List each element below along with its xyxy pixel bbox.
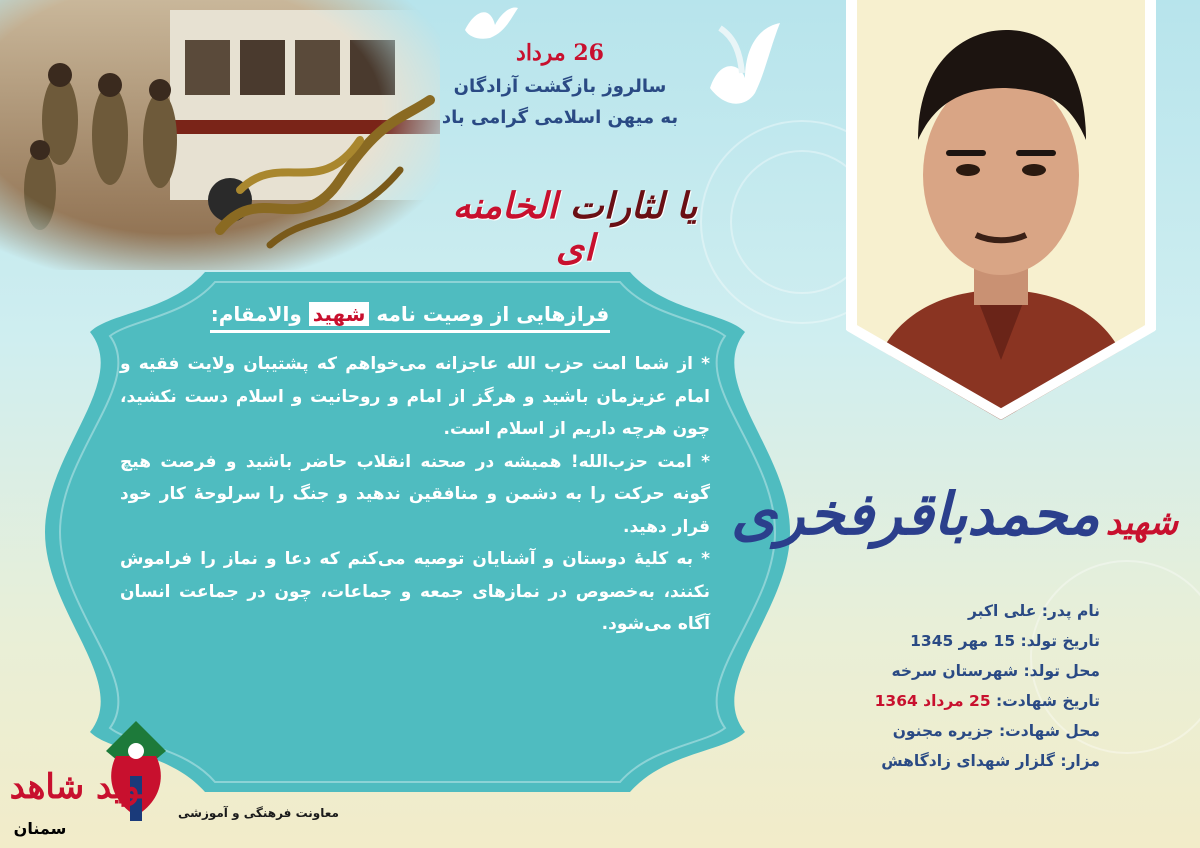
info-row-birth-date: تاریخ تولد: 15 مهر 1345 [910, 632, 1100, 650]
will-paragraph: * از شما امت حزب الله عاجزانه می‌خواهم که پشتیبان ولایت فقیه و امام عزیزمان باشید و هرگز از امام و روحانیت و اسلام دست نکشید، چون هرچه داریم از اسلام است. [120, 354, 710, 439]
info-row-martyrdom-date: تاریخ شهادت: 25 مرداد 1364 [874, 692, 1100, 710]
info-row-father: نام پدر: علی اکبر [968, 602, 1100, 620]
naved-shahed-logo [0, 750, 180, 848]
slogan [430, 185, 720, 269]
event-line-2: به میهن اسلامی گرامی باد [441, 107, 679, 128]
will-title-highlight: شهید [309, 302, 370, 326]
title-underline [210, 330, 610, 333]
will-paragraph: * امت حزب‌الله! همیشه در صحنه انقلاب حاضر باشید و فرصت هیچ گونه حرکت را به دشمن و منافقین ندهید و جنگ را سرلوحهٔ کار خود قرار دهید. [120, 451, 710, 537]
dove-icon [700, 18, 785, 113]
will-text [120, 348, 710, 641]
martyr-portrait [846, 0, 1156, 420]
will-paragraph: * به کلیهٔ دوستان و آشنایان توصیه می‌کنم که دعا و نماز را فراموش نکنند، به‌خصوص در نمازهای جمعه و جماعات، چون در جماعت انسان آگاه می‌شود. [120, 549, 710, 634]
martyr-info [860, 596, 1100, 776]
anniversary-message [420, 40, 700, 128]
info-row-grave: مزار: گلزار شهدای زادگاهش [881, 752, 1100, 770]
department-name: معاونت فرهنگی و آموزشی [178, 806, 339, 820]
logo-word: نوید شاهد [9, 767, 151, 807]
event-line-1: سالروز بازگشت آزادگان [453, 76, 667, 97]
logo-city: سمنان [13, 819, 67, 838]
slogan-part-2: الخامنه ای [452, 185, 595, 269]
event-date: 26 مرداد [516, 40, 604, 66]
will-title: فرازهایی از وصیت نامه شهید والامقام: [200, 302, 620, 333]
info-row-birth-place: محل تولد: شهرستان سرخه [891, 662, 1100, 680]
martyr-prefix: شهید [1105, 503, 1178, 543]
calligraphy-text-art [200, 60, 440, 260]
martyr-name: محمدباقرفخری [731, 480, 1100, 548]
slogan-part-1: یا لثارات [569, 185, 698, 227]
info-row-martyrdom-place: محل شهادت: جزیره مجنون [892, 722, 1100, 740]
martyr-name-title [731, 480, 1178, 548]
